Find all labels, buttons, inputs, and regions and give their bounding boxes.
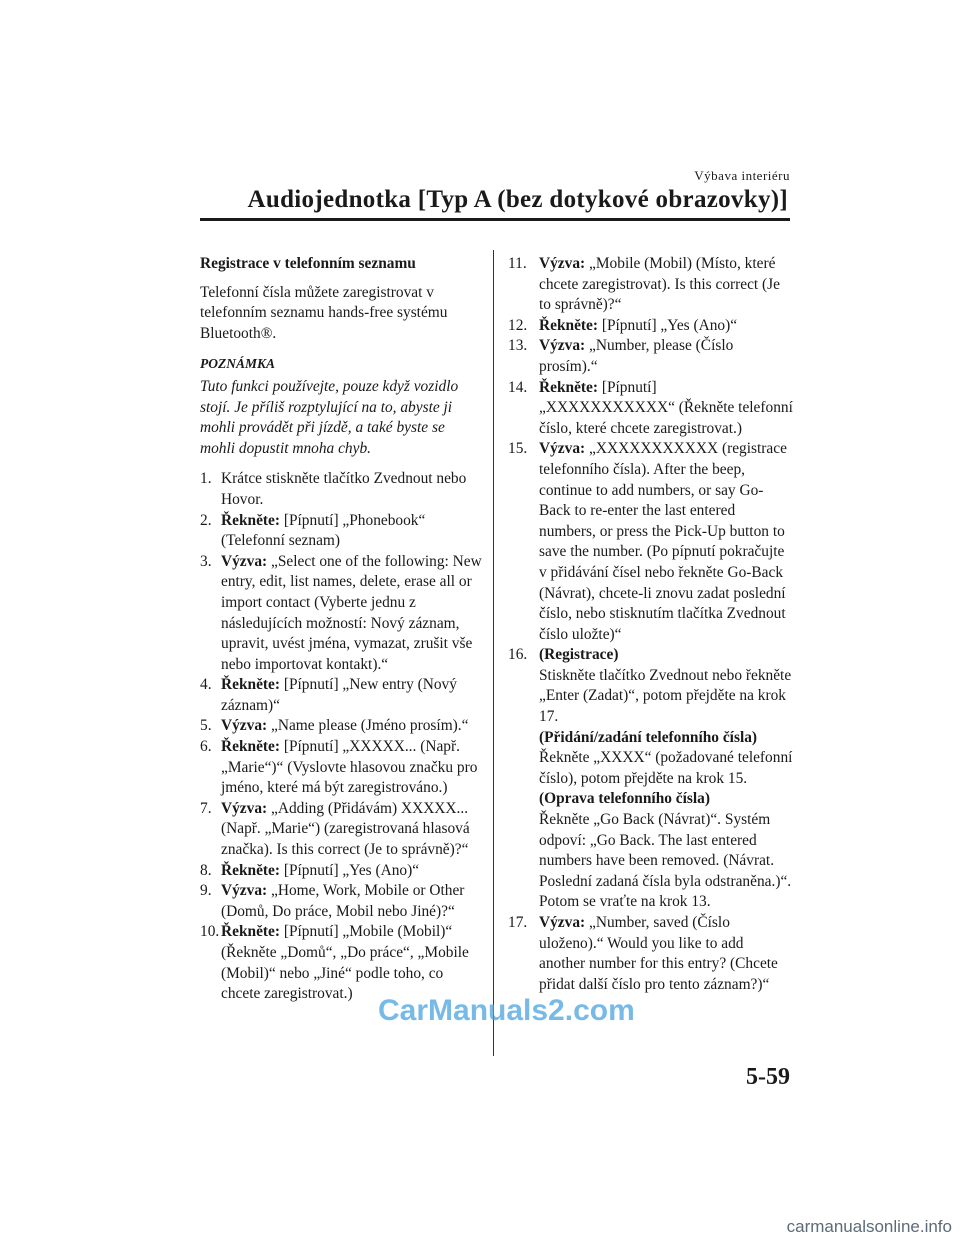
step-label: Řekněte: [221,923,280,941]
step-item [200,737,482,799]
step-body [221,922,482,1004]
step-number: 4. [200,676,212,694]
step-body [539,316,793,337]
step-body [221,469,482,510]
page-title: Audiojednotka [Typ A (bez dotykové obrazovky)] [247,186,788,213]
step-text: „XXXXXXXXXXX (registrace telefonního čísla). After the beep, continue to add numbers, or say Go-Back to re-enter the last entered numbers, or press the Pick-Up button to save the number. (Po pípnutí pokračujte v přidávání čísel nebo řekněte Go-Back (Návrat), chcete-li znovu zadat poslední číslo, nebo stisknutím tlačítka Zvednout číslo uložte)“ [539,440,787,643]
note-title: POZNÁMKA [200,356,276,372]
step-number: 7. [200,799,212,817]
step-text: [Pípnutí] „Yes (Ano)“ [283,861,420,879]
step-text: [Pípnutí] „XXXXXXXXXXX“ (Řekněte telefonní číslo, které chcete zaregistrovat.) [539,378,793,437]
step-text: „Mobile (Mobil) (Místo, které chcete zaregistrovat). Is this correct (Je to správně)?“ [539,255,780,314]
step-body [539,645,793,913]
step-body [221,511,482,552]
step-label: Výzva: [539,440,586,458]
step-body [539,439,793,645]
step-label: Výzva: [221,882,268,900]
header-rule [200,218,790,221]
intro-paragraph: Telefonní čísla můžete zaregistrovat v telefonním seznamu hands-free systému Bluetooth®. [200,283,448,342]
step-text: [Pípnutí] „New entry (Nový záznam)“ [221,676,457,714]
right-column [508,254,793,995]
step-text: [Pípnutí] „Yes (Ano)“ [601,316,738,334]
footer-logo: carmanualsonline.info [786,1217,952,1236]
step-number: 17. [508,914,528,931]
step-text: „Name please (Jméno prosím).“ [271,717,469,735]
watermark: CarManuals2.com [378,994,635,1027]
step-text: „Number, please (Číslo prosím).“ [539,337,734,375]
column-divider [493,250,494,1056]
step-label: Řekněte: [539,378,598,396]
step-number: 5. [200,717,212,735]
step-number: 13. [508,337,528,355]
step-body [221,716,482,737]
step-body [221,881,482,922]
section-label: Výbava interiéru [694,168,790,183]
step-label: Výzva: [539,255,586,272]
step-number: 8. [200,861,212,879]
step-label: Řekněte: [539,316,598,334]
step-label: Výzva: [221,552,268,570]
step-item [200,922,482,1004]
step-item [200,469,482,510]
step-item [200,716,482,737]
step-item [508,316,793,337]
step-label: Řekněte: [221,861,280,879]
step-number: 16. [508,646,528,664]
step-list [200,469,482,1004]
step-subtitle: (Registrace) [539,646,619,664]
step-number: 11. [508,255,527,272]
step-body [221,675,482,716]
step-body [221,552,482,676]
step-item [508,913,793,995]
step-item [508,439,793,645]
step-item [200,861,482,882]
step-body [221,861,482,882]
step-text: „Home, Work, Mobile or Other (Domů, Do práce, Mobil nebo Jiné)?“ [221,882,465,920]
step-number: 14. [508,378,528,396]
step-label: Výzva: [539,914,586,931]
step-label: Řekněte: [221,738,280,756]
step-item [508,378,793,440]
step-subtitle: (Oprava telefonního čísla) [539,790,710,808]
step-number: 9. [200,882,212,900]
step-subtitle: (Přidání/zadání telefonního čísla) [539,728,758,746]
step-number: 12. [508,316,528,334]
subheading: Registrace v telefonním seznamu [200,255,416,272]
page-number: 5-59 [746,1064,790,1090]
step-label: Výzva: [221,717,268,735]
step-body [539,254,793,316]
step-text: „Number, saved (Číslo uloženo).“ Would you like to add another number for this entry? (Chcete přidat další číslo pro tento záznam?)“ [539,914,778,993]
left-column [200,254,482,1005]
step-body [539,913,793,995]
step-text: „Adding (Přidávám) XXXXX... (Např. „Marie“) (zaregistrovaná hlasová značka). Is this correct (Je to správně)?“ [221,799,470,859]
step-number: 10. [200,923,220,941]
step-text: Krátce stiskněte tlačítko Zvednout nebo Hovor. [221,470,467,508]
step-text: [Pípnutí] „XXXXX... (Např. „Marie“)“ (Vyslovte hlasovou značku pro jméno, které má být zaregistrováno.) [221,738,478,797]
step-item [200,881,482,922]
step-text: Řekněte „Go Back (Návrat)“. Systém odpoví: „Go Back. The last entered numbers have been removed. (Návrat. Poslední zadaná čísla byla odstraněna.)“. Potom se vraťte na krok 13. [539,811,792,911]
step-item [508,336,793,377]
step-body [539,378,793,440]
step-text: Řekněte „XXXX“ (požadované telefonní číslo), potom přejděte na krok 15. [539,749,793,787]
step-text: Stiskněte tlačítko Zvednout nebo řekněte „Enter (Zadat)“, potom přejděte na krok 17. [539,666,792,726]
step-number: 15. [508,440,528,458]
step-item [508,254,793,316]
step-number: 6. [200,738,212,756]
step-label: Řekněte: [221,676,280,694]
step-item [200,675,482,716]
step-label: Výzva: [539,337,586,355]
step-list [508,254,793,645]
step-item [508,645,793,913]
step-item [200,552,482,676]
step-label: Řekněte: [221,511,280,529]
step-text: „Select one of the following: New entry, edit, list names, delete, erase all or import contact (Vyberte jednu z následujících možností: Nový záznam, upravit, uvést jména, vymazat, zrušit vše nebo importovat kontakt).“ [221,552,482,673]
step-body [221,799,482,861]
step-item [200,799,482,861]
note-text: Tuto funkci používejte, pouze když vozidlo stojí. Je příliš rozptylující na to, abyste ji mohli provádět při jízdě, a také byste se mohli dopustit mnoha chyb. [200,377,459,457]
step-body [221,737,482,799]
step-item [200,511,482,552]
step-label: Výzva: [221,799,268,817]
step-text: [Pípnutí] „Mobile (Mobil)“ (Řekněte „Domů“, „Do práce“, „Mobile (Mobil)“ nebo „Jiné“ podle toho, co chcete zaregistrovat.) [221,923,469,1003]
step-body [539,336,793,377]
step-number: 3. [200,552,212,570]
step-number: 2. [200,511,212,529]
step-number: 1. [200,470,212,488]
step-text: [Pípnutí] „Phonebook“ (Telefonní seznam) [221,511,426,550]
